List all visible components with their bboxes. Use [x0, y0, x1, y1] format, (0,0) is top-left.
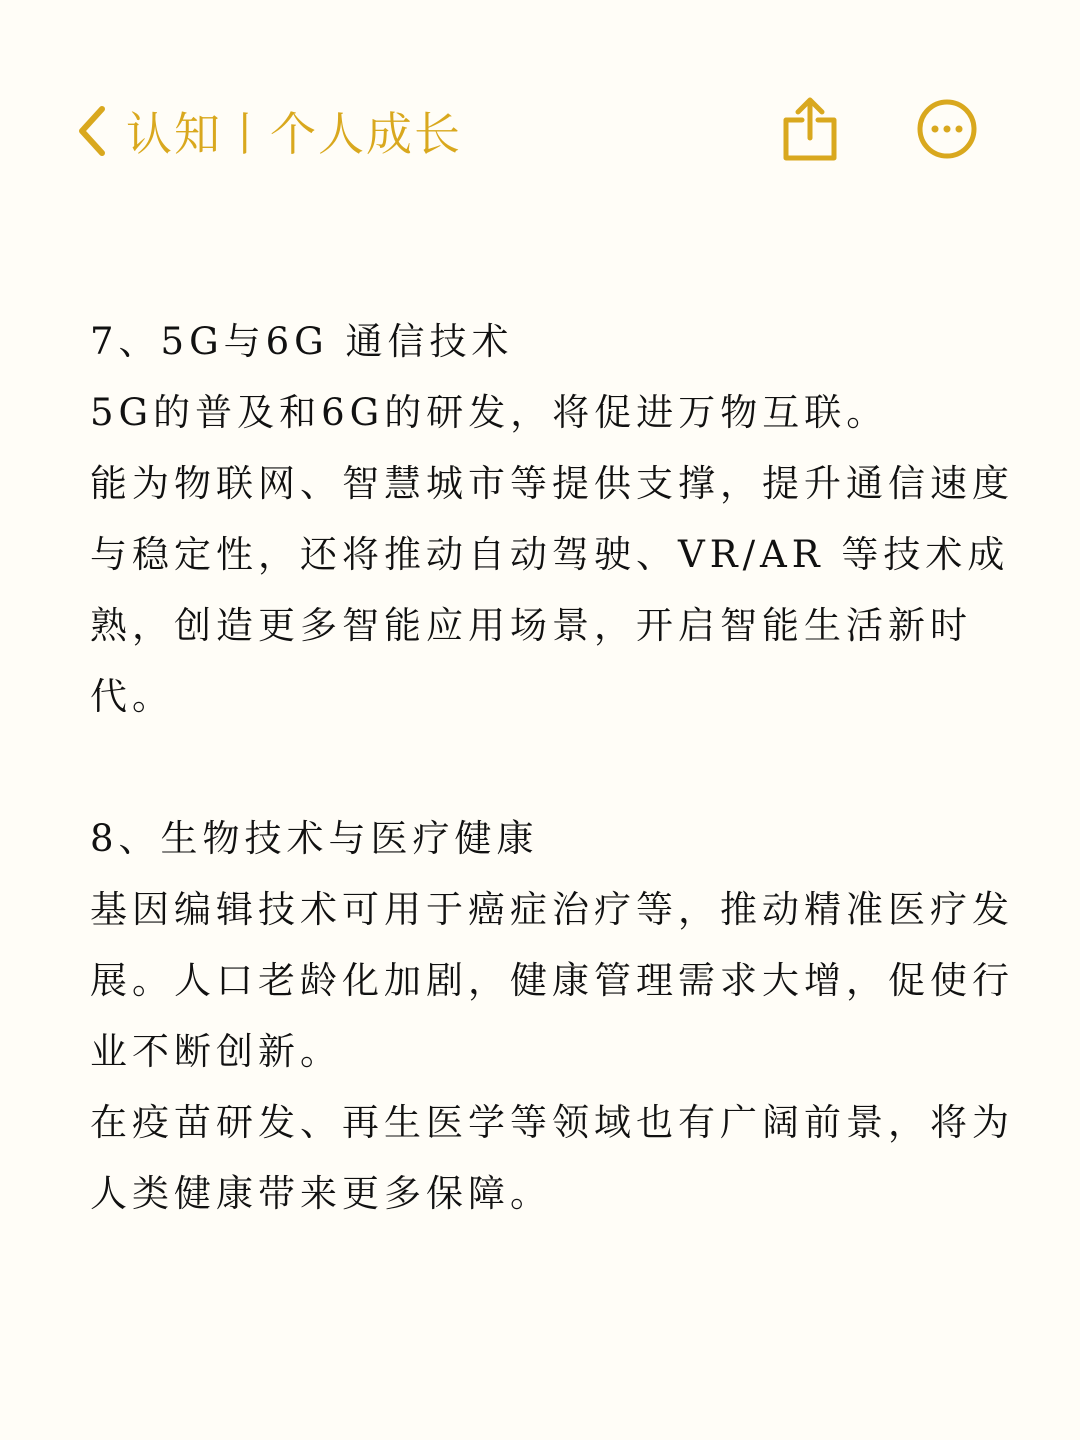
chevron-left-icon	[72, 103, 112, 159]
note-content	[90, 306, 1020, 1229]
section-5g-6g	[90, 306, 1020, 732]
back-button[interactable]	[72, 96, 462, 166]
back-label: 认知丨个人成长	[126, 107, 462, 161]
section-biotech-health	[90, 803, 1020, 1229]
more-icon[interactable]	[916, 98, 978, 160]
section-paragraph: 能为物联网、智慧城市等提供支撑，提升通信速度与稳定性，还将推动自动驾驶、VR/AR 等技术成熟，创造更多智能应用场景，开启智能生活新时代。	[90, 462, 1014, 718]
section-heading: 8、生物技术与医疗健康	[90, 817, 539, 860]
section-paragraph: 在疫苗研发、再生医学等领域也有广阔前景，将为人类健康带来更多保障。	[90, 1101, 1014, 1215]
navigation-bar	[0, 0, 1080, 260]
section-paragraph: 5G的普及和6G的研发，将促进万物互联。	[90, 391, 889, 434]
section-paragraph: 基因编辑技术可用于癌症治疗等，推动精准医疗发展。人口老龄化加剧，健康管理需求大增，促使行业不断创新。	[90, 888, 1014, 1073]
share-icon[interactable]	[780, 96, 840, 162]
section-heading: 7、5G与6G 通信技术	[90, 320, 514, 363]
